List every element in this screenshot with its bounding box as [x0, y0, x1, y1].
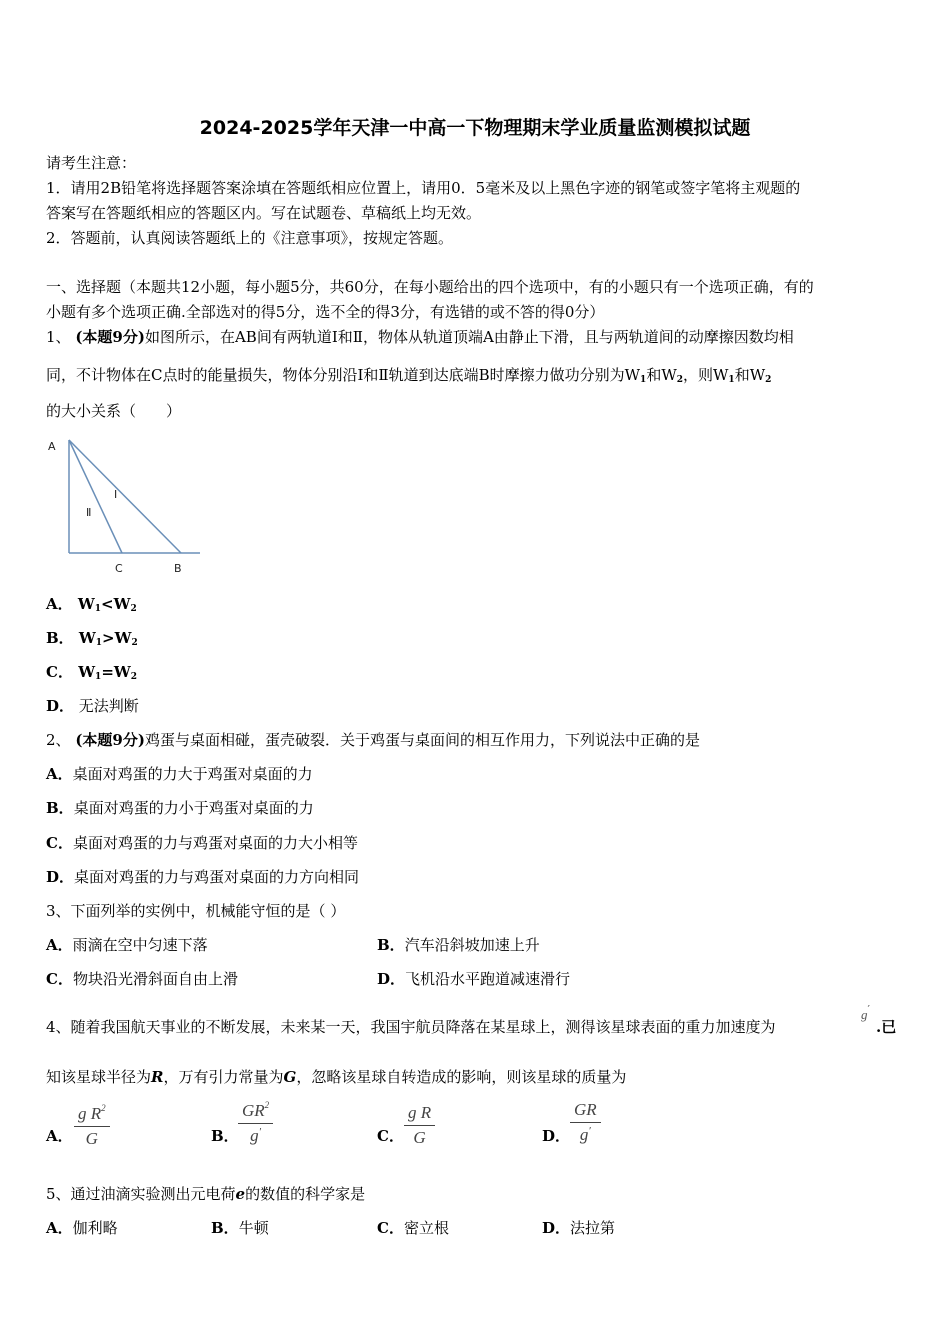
- option-text: 雨滴在空中匀速下落: [72, 936, 208, 954]
- subscript: 1: [640, 375, 647, 385]
- q1-text-2a: 同，不计物体在C点时的能量损失，物体分别沿Ⅰ和Ⅱ轨道到达底端B时摩擦力做功分别为W: [46, 366, 641, 384]
- denominator: G: [85, 1129, 98, 1148]
- q4-option-d-label[interactable]: D．: [542, 1127, 571, 1145]
- q1-option-a[interactable]: [46, 593, 137, 614]
- q1-text-2d: 和W: [734, 366, 766, 384]
- math-symbol: G: [283, 1068, 297, 1086]
- q4-text-2c: ，忽略该星球自转造成的影响，则该星球的质量为: [296, 1068, 627, 1086]
- q1-score: (本题9分): [75, 328, 145, 346]
- option-text: 伽利略: [72, 1219, 118, 1237]
- option-text: 桌面对鸡蛋的力小于鸡蛋对桌面的力: [73, 799, 314, 817]
- option-var: W: [78, 629, 96, 647]
- notice-line-2: 答案写在答题纸相应的答题区内。写在试题卷、草稿纸上均无效。: [46, 204, 482, 222]
- q4-option-c-formula[interactable]: [404, 1103, 435, 1148]
- option-op: =: [101, 663, 114, 681]
- option-op: >: [102, 629, 115, 647]
- subscript: 2: [130, 604, 137, 614]
- subscript: 2: [131, 638, 138, 648]
- q1-option-c[interactable]: [46, 661, 137, 682]
- q5-option-a[interactable]: [46, 1217, 118, 1238]
- notice-line-1: 1．请用2B铅笔将选择题答案涂填在答题纸相应位置上，请用0．5毫米及以上黑色字迹的钢笔或签字笔将主观题的: [46, 179, 801, 197]
- q2-stem: [46, 729, 700, 750]
- subscript: 1: [95, 672, 102, 682]
- option-label: D．: [46, 868, 75, 886]
- subscript: 2: [676, 375, 683, 385]
- q4-text-1b: .已: [876, 1018, 897, 1036]
- numerator: GR: [242, 1101, 265, 1120]
- option-text: 桌面对鸡蛋的力大于鸡蛋对桌面的力: [72, 765, 313, 783]
- option-label: C．: [46, 663, 73, 681]
- q2-text: 鸡蛋与桌面相碰，蛋壳破裂．关于鸡蛋与桌面间的相互作用力，下列说法中正确的是: [144, 731, 700, 749]
- option-var: W: [113, 663, 131, 681]
- option-text: 牛顿: [238, 1219, 269, 1237]
- option-text: 无法判断: [78, 697, 139, 715]
- q1-track-diagram: [44, 435, 209, 580]
- q4-option-d-formula[interactable]: GR g′: [570, 1100, 601, 1145]
- q4-option-b-label[interactable]: B．: [211, 1127, 239, 1145]
- q5-text-b: 的数值的科学家是: [245, 1185, 366, 1203]
- exponent: 2: [101, 1103, 106, 1113]
- option-label: A．: [46, 765, 73, 783]
- option-label: D．: [542, 1219, 571, 1237]
- q2-option-b[interactable]: [46, 797, 314, 818]
- denominator: G: [413, 1128, 426, 1147]
- q1-option-d[interactable]: [46, 695, 139, 716]
- option-label: D．: [377, 970, 406, 988]
- q4-text-2a: 知该星球半径为: [46, 1068, 152, 1086]
- subscript: 2: [765, 375, 772, 385]
- option-var: W: [113, 595, 131, 613]
- option-text: 桌面对鸡蛋的力与鸡蛋对桌面的力方向相同: [74, 868, 360, 886]
- option-var: W: [78, 663, 96, 681]
- q3-option-d[interactable]: [377, 968, 570, 989]
- subscript: 1: [95, 638, 103, 648]
- option-label: B．: [377, 936, 405, 954]
- q4-text-2b: ，万有引力常量为: [163, 1068, 284, 1086]
- option-text: 法拉第: [570, 1219, 616, 1237]
- q5-option-c[interactable]: [377, 1217, 449, 1238]
- option-text: 密立根: [403, 1219, 449, 1237]
- numerator: g R: [78, 1104, 102, 1123]
- q4-option-a-formula[interactable]: [74, 1103, 110, 1149]
- q3-option-c[interactable]: [46, 968, 238, 989]
- subscript: 1: [728, 375, 735, 385]
- q4-line-1: [46, 1016, 776, 1037]
- exponent: 2: [264, 1100, 270, 1110]
- math-symbol: g: [861, 1007, 868, 1022]
- q1-text-2c: ，则W: [683, 366, 729, 384]
- q2-option-d[interactable]: [46, 866, 359, 887]
- q1-option-b[interactable]: [46, 627, 138, 648]
- option-text: 物块沿光滑斜面自由上滑: [72, 970, 238, 988]
- math-symbol: e: [235, 1185, 246, 1203]
- section-intro-line-2: 小题有多个选项正确.全部选对的得5分，选不全的得3分，有选错的或不答的得0分）: [46, 303, 605, 321]
- option-var: W: [77, 595, 95, 613]
- q5-text-a: 5、通过油滴实验测出元电荷: [46, 1185, 236, 1203]
- q4-line-2: [46, 1066, 626, 1087]
- track-I: [69, 440, 181, 553]
- q4-gprime: g′: [861, 1003, 870, 1022]
- option-label: D．: [46, 697, 75, 715]
- option-label: A．: [46, 936, 73, 954]
- q1-line-2: [46, 364, 771, 385]
- q1-line-3: 的大小关系（ ）: [46, 402, 182, 420]
- q4-option-a-label[interactable]: A．: [46, 1127, 73, 1145]
- option-label: B．: [46, 799, 74, 817]
- numerator: GR: [574, 1100, 597, 1119]
- q4-option-c-label[interactable]: C．: [377, 1127, 404, 1145]
- denominator: g: [250, 1126, 259, 1145]
- q1-text-2b: 和W: [646, 366, 677, 384]
- option-label: A．: [46, 1219, 73, 1237]
- label-C: C: [115, 562, 123, 575]
- q1-number: 1、: [46, 328, 71, 346]
- option-label: C．: [377, 1219, 404, 1237]
- q2-number: 2、: [46, 731, 71, 749]
- label-B: B: [174, 562, 182, 575]
- label-A: A: [48, 440, 56, 453]
- notice-heading: 请考生注意：: [46, 154, 137, 172]
- option-var: W: [114, 629, 132, 647]
- q1-text-1: 如图所示，在AB间有两轨道Ⅰ和Ⅱ，物体从轨道顶端A由静止下滑，且与两轨道间的动摩擦因数均相: [144, 328, 794, 346]
- page-title: 2024-2025学年天津一中高一下物理期末学业质量监测模拟试题: [199, 117, 751, 139]
- q3-stem: 3、下面列举的实例中，机械能守恒的是（ ）: [46, 902, 346, 920]
- denominator: g: [579, 1125, 589, 1144]
- option-label: B．: [46, 629, 74, 647]
- q3-option-a[interactable]: [46, 934, 208, 955]
- option-text: 桌面对鸡蛋的力与鸡蛋对桌面的力大小相等: [72, 834, 358, 852]
- numerator: g R: [408, 1103, 432, 1122]
- q5-stem: [46, 1183, 365, 1204]
- option-op: <: [101, 595, 114, 613]
- q2-option-c[interactable]: [46, 832, 358, 853]
- q4-option-b-formula[interactable]: $GR^2$ g′: [238, 1100, 273, 1146]
- section-intro-line-1: 一、选择题（本题共12小题，每小题5分，共60分，在每小题给出的四个选项中，有的小题只有一个选项正确，有的: [46, 278, 814, 296]
- label-II: Ⅱ: [86, 506, 92, 519]
- q4-text-1a: 4、随着我国航天事业的不断发展，未来某一天，我国宇航员降落在某星球上，测得该星球表面的重力加速度为: [46, 1018, 776, 1036]
- subscript: 1: [94, 604, 101, 614]
- subscript: 2: [130, 672, 138, 682]
- q5-option-d[interactable]: [542, 1217, 615, 1238]
- label-I: Ⅰ: [114, 488, 118, 501]
- option-label: C．: [46, 970, 73, 988]
- notice-line-3: 2．答题前，认真阅读答题纸上的《注意事项》，按规定答题。: [46, 229, 454, 247]
- option-text: 汽车沿斜坡加速上升: [404, 936, 540, 954]
- option-label: B．: [211, 1219, 239, 1237]
- q2-option-a[interactable]: [46, 763, 313, 784]
- option-text: 飞机沿水平跑道减速滑行: [405, 970, 571, 988]
- math-symbol: R: [151, 1068, 164, 1086]
- q5-option-b[interactable]: [211, 1217, 269, 1238]
- q2-score: (本题9分): [75, 731, 145, 749]
- option-label: A．: [46, 595, 73, 613]
- q3-option-b[interactable]: [377, 934, 540, 955]
- option-label: C．: [46, 834, 73, 852]
- q1-line-1: [46, 326, 794, 347]
